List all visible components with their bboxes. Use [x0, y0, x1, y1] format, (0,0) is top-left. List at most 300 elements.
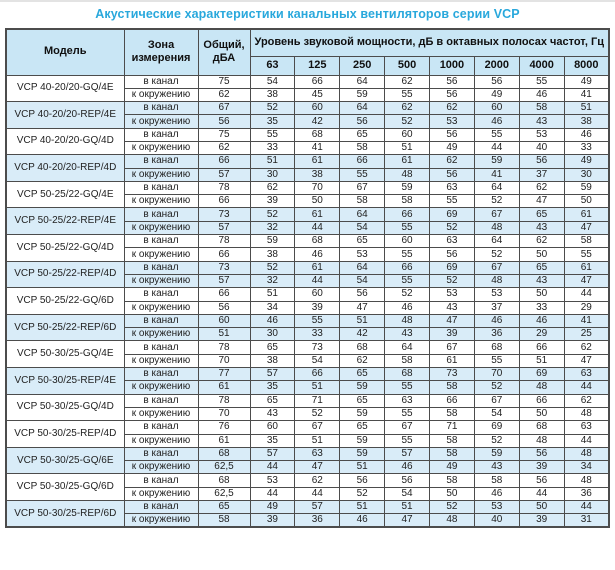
spl-value-63hz: 38 [250, 88, 295, 101]
spl-value-4000hz: 37 [519, 168, 564, 181]
spl-value-250hz: 56 [340, 115, 385, 128]
spl-value-500hz: 55 [385, 434, 430, 447]
spl-value-125hz: 51 [295, 381, 340, 394]
spl-value-8000hz: 44 [564, 501, 609, 514]
zone-label: в канал [124, 128, 198, 141]
page-title: Акустические характеристики канальных вентиляторов серии VCP [95, 7, 520, 21]
total-dba-value: 66 [198, 248, 250, 261]
total-dba-value: 68 [198, 447, 250, 460]
model-name: VCP 50-30/25-GQ/6E [6, 447, 124, 474]
spl-value-63hz: 51 [250, 288, 295, 301]
spl-value-1000hz: 69 [430, 261, 475, 274]
table-row [6, 75, 609, 88]
spl-value-63hz: 62 [250, 181, 295, 194]
spl-value-500hz: 48 [385, 314, 430, 327]
col-header-spl-group: Уровень звуковой мощности, дБ в октавных полосах частот, Гц [250, 29, 609, 56]
total-dba-value: 56 [198, 115, 250, 128]
spl-value-4000hz: 66 [519, 341, 564, 354]
spl-value-8000hz: 44 [564, 288, 609, 301]
spl-value-63hz: 53 [250, 474, 295, 487]
spl-value-8000hz: 47 [564, 221, 609, 234]
table-row [6, 261, 609, 274]
model-name: VCP 40-20/20-REP/4D [6, 155, 124, 182]
table-row [6, 128, 609, 141]
spl-value-4000hz: 48 [519, 381, 564, 394]
spl-value-1000hz: 52 [430, 501, 475, 514]
spl-value-125hz: 41 [295, 141, 340, 154]
spl-value-4000hz: 40 [519, 141, 564, 154]
spl-value-4000hz: 51 [519, 354, 564, 367]
spl-value-2000hz: 46 [474, 115, 519, 128]
spl-value-125hz: 44 [295, 274, 340, 287]
spl-value-500hz: 56 [385, 474, 430, 487]
spl-value-8000hz: 48 [564, 447, 609, 460]
total-dba-value: 61 [198, 381, 250, 394]
spl-value-500hz: 52 [385, 288, 430, 301]
spl-value-125hz: 38 [295, 168, 340, 181]
spl-value-2000hz: 58 [474, 474, 519, 487]
model-name: VCP 50-30/25-GQ/4E [6, 341, 124, 368]
spl-value-250hz: 58 [340, 141, 385, 154]
spl-value-4000hz: 53 [519, 128, 564, 141]
spl-value-8000hz: 38 [564, 115, 609, 128]
spl-value-2000hz: 67 [474, 394, 519, 407]
total-dba-value: 78 [198, 235, 250, 248]
spl-value-1000hz: 58 [430, 434, 475, 447]
spl-value-1000hz: 47 [430, 314, 475, 327]
spl-value-250hz: 51 [340, 314, 385, 327]
spl-value-500hz: 66 [385, 208, 430, 221]
spl-value-2000hz: 36 [474, 328, 519, 341]
table-row [6, 288, 609, 301]
spl-value-2000hz: 53 [474, 501, 519, 514]
spl-value-63hz: 57 [250, 447, 295, 460]
spl-value-125hz: 55 [295, 314, 340, 327]
zone-label: в канал [124, 102, 198, 115]
spl-value-2000hz: 46 [474, 314, 519, 327]
spl-value-250hz: 65 [340, 235, 385, 248]
spl-value-250hz: 47 [340, 301, 385, 314]
zone-label: к окружению [124, 514, 198, 527]
spl-value-500hz: 55 [385, 381, 430, 394]
spl-value-2000hz: 49 [474, 88, 519, 101]
spl-value-500hz: 55 [385, 248, 430, 261]
total-dba-value: 62 [198, 88, 250, 101]
spl-value-125hz: 70 [295, 181, 340, 194]
total-dba-value: 66 [198, 155, 250, 168]
spl-value-500hz: 52 [385, 115, 430, 128]
spl-value-2000hz: 64 [474, 181, 519, 194]
spl-value-125hz: 60 [295, 102, 340, 115]
spl-value-4000hz: 69 [519, 368, 564, 381]
total-dba-value: 66 [198, 288, 250, 301]
zone-label: к окружению [124, 248, 198, 261]
zone-label: к окружению [124, 274, 198, 287]
spl-value-1000hz: 56 [430, 75, 475, 88]
spl-value-125hz: 61 [295, 155, 340, 168]
zone-label: в канал [124, 394, 198, 407]
spl-value-1000hz: 48 [430, 514, 475, 527]
spl-value-125hz: 62 [295, 474, 340, 487]
spl-value-500hz: 46 [385, 461, 430, 474]
spl-value-63hz: 57 [250, 368, 295, 381]
table-row [6, 368, 609, 381]
spl-value-250hz: 67 [340, 181, 385, 194]
zone-label: к окружению [124, 407, 198, 420]
table-body [6, 75, 609, 527]
spl-value-125hz: 44 [295, 221, 340, 234]
spl-value-8000hz: 47 [564, 274, 609, 287]
spl-value-125hz: 68 [295, 128, 340, 141]
model-name: VCP 50-25/22-GQ/6D [6, 288, 124, 315]
col-header-zone: Зона измерения [124, 29, 198, 75]
total-dba-value: 56 [198, 301, 250, 314]
spl-value-63hz: 32 [250, 274, 295, 287]
zone-label: в канал [124, 341, 198, 354]
table-row [6, 501, 609, 514]
spl-value-4000hz: 29 [519, 328, 564, 341]
spl-value-1000hz: 43 [430, 301, 475, 314]
spl-value-4000hz: 46 [519, 314, 564, 327]
spl-value-4000hz: 56 [519, 447, 564, 460]
total-dba-value: 77 [198, 368, 250, 381]
total-dba-value: 73 [198, 261, 250, 274]
spl-value-250hz: 59 [340, 407, 385, 420]
spl-value-63hz: 52 [250, 102, 295, 115]
total-dba-value: 73 [198, 208, 250, 221]
spl-value-500hz: 51 [385, 501, 430, 514]
spl-value-8000hz: 34 [564, 461, 609, 474]
freq-header-125: 125 [295, 56, 340, 75]
spl-value-1000hz: 73 [430, 368, 475, 381]
zone-label: к окружению [124, 301, 198, 314]
spl-value-250hz: 64 [340, 75, 385, 88]
spl-value-8000hz: 31 [564, 514, 609, 527]
freq-header-4000: 4000 [519, 56, 564, 75]
spl-value-500hz: 51 [385, 141, 430, 154]
spl-value-1000hz: 66 [430, 394, 475, 407]
spl-value-2000hz: 59 [474, 155, 519, 168]
freq-header-250: 250 [340, 56, 385, 75]
spl-value-8000hz: 36 [564, 487, 609, 500]
spl-value-1000hz: 62 [430, 155, 475, 168]
spl-value-125hz: 45 [295, 88, 340, 101]
total-dba-value: 57 [198, 274, 250, 287]
table-row [6, 155, 609, 168]
spl-value-4000hz: 56 [519, 474, 564, 487]
spl-value-8000hz: 33 [564, 141, 609, 154]
spl-value-4000hz: 62 [519, 181, 564, 194]
spl-value-125hz: 61 [295, 261, 340, 274]
spl-value-8000hz: 61 [564, 208, 609, 221]
spl-value-250hz: 54 [340, 274, 385, 287]
model-name: VCP 50-30/25-GQ/4D [6, 394, 124, 421]
total-dba-value: 75 [198, 75, 250, 88]
spl-value-250hz: 59 [340, 381, 385, 394]
spl-value-63hz: 39 [250, 195, 295, 208]
spl-value-63hz: 52 [250, 208, 295, 221]
col-header-model: Модель [6, 29, 124, 75]
total-dba-value: 78 [198, 181, 250, 194]
spl-value-8000hz: 63 [564, 368, 609, 381]
spl-value-125hz: 44 [295, 487, 340, 500]
total-dba-value: 58 [198, 514, 250, 527]
spl-value-2000hz: 44 [474, 141, 519, 154]
total-dba-value: 68 [198, 474, 250, 487]
zone-label: к окружению [124, 328, 198, 341]
spl-value-1000hz: 67 [430, 341, 475, 354]
spl-value-8000hz: 49 [564, 75, 609, 88]
model-name: VCP 50-25/22-GQ/4E [6, 181, 124, 208]
zone-label: в канал [124, 368, 198, 381]
spl-value-4000hz: 50 [519, 248, 564, 261]
spl-value-8000hz: 51 [564, 102, 609, 115]
spl-value-1000hz: 50 [430, 487, 475, 500]
zone-label: к окружению [124, 88, 198, 101]
spl-value-63hz: 65 [250, 341, 295, 354]
spl-value-2000hz: 55 [474, 128, 519, 141]
model-name: VCP 50-30/25-REP/6D [6, 501, 124, 528]
spl-value-63hz: 55 [250, 128, 295, 141]
spl-value-1000hz: 58 [430, 474, 475, 487]
spl-value-500hz: 48 [385, 168, 430, 181]
acoustic-characteristics-table [5, 28, 610, 528]
spl-value-500hz: 60 [385, 128, 430, 141]
spl-value-2000hz: 52 [474, 434, 519, 447]
zone-label: к окружению [124, 168, 198, 181]
spl-value-63hz: 33 [250, 141, 295, 154]
table-row [6, 341, 609, 354]
spl-value-1000hz: 52 [430, 274, 475, 287]
freq-header-63: 63 [250, 56, 295, 75]
total-dba-value: 60 [198, 314, 250, 327]
spl-value-63hz: 34 [250, 301, 295, 314]
zone-label: в канал [124, 75, 198, 88]
spl-value-125hz: 68 [295, 235, 340, 248]
total-dba-value: 70 [198, 354, 250, 367]
spl-value-1000hz: 56 [430, 88, 475, 101]
spl-value-500hz: 66 [385, 261, 430, 274]
zone-label: в канал [124, 314, 198, 327]
spl-value-250hz: 64 [340, 261, 385, 274]
table-row [6, 208, 609, 221]
spl-value-125hz: 33 [295, 328, 340, 341]
spl-value-250hz: 58 [340, 195, 385, 208]
spl-value-63hz: 35 [250, 434, 295, 447]
zone-label: в канал [124, 155, 198, 168]
spl-value-2000hz: 67 [474, 208, 519, 221]
spl-value-250hz: 56 [340, 288, 385, 301]
spl-value-4000hz: 55 [519, 75, 564, 88]
spl-value-63hz: 30 [250, 168, 295, 181]
spl-value-1000hz: 58 [430, 447, 475, 460]
spl-value-63hz: 39 [250, 514, 295, 527]
spl-value-2000hz: 55 [474, 354, 519, 367]
spl-value-500hz: 62 [385, 75, 430, 88]
spl-value-250hz: 53 [340, 248, 385, 261]
model-name: VCP 50-30/25-REP/4D [6, 421, 124, 448]
spl-value-2000hz: 52 [474, 248, 519, 261]
zone-label: в канал [124, 288, 198, 301]
total-dba-value: 67 [198, 102, 250, 115]
total-dba-value: 76 [198, 421, 250, 434]
spl-value-2000hz: 52 [474, 381, 519, 394]
spl-value-500hz: 46 [385, 301, 430, 314]
zone-label: в канал [124, 261, 198, 274]
total-dba-value: 62 [198, 141, 250, 154]
spl-value-4000hz: 62 [519, 235, 564, 248]
spl-value-4000hz: 46 [519, 88, 564, 101]
spl-value-4000hz: 39 [519, 514, 564, 527]
model-name: VCP 40-20/20-GQ/4E [6, 75, 124, 102]
spl-value-1000hz: 69 [430, 208, 475, 221]
spl-value-63hz: 35 [250, 115, 295, 128]
freq-header-1000: 1000 [430, 56, 475, 75]
spl-value-63hz: 30 [250, 328, 295, 341]
table-row [6, 421, 609, 434]
spl-value-125hz: 60 [295, 288, 340, 301]
spl-value-500hz: 54 [385, 487, 430, 500]
freq-header-2000: 2000 [474, 56, 519, 75]
spl-value-8000hz: 58 [564, 235, 609, 248]
zone-label: в канал [124, 474, 198, 487]
spl-value-8000hz: 29 [564, 301, 609, 314]
spl-value-63hz: 52 [250, 261, 295, 274]
spl-value-8000hz: 44 [564, 434, 609, 447]
spl-value-250hz: 65 [340, 128, 385, 141]
spl-value-8000hz: 59 [564, 181, 609, 194]
spl-value-63hz: 35 [250, 381, 295, 394]
table-row [6, 235, 609, 248]
model-name: VCP 50-25/22-REP/6D [6, 314, 124, 341]
spl-value-250hz: 62 [340, 354, 385, 367]
spl-value-4000hz: 68 [519, 421, 564, 434]
spl-value-2000hz: 56 [474, 75, 519, 88]
spl-value-1000hz: 39 [430, 328, 475, 341]
spl-value-500hz: 47 [385, 514, 430, 527]
spl-value-8000hz: 47 [564, 354, 609, 367]
model-name: VCP 50-30/25-GQ/6D [6, 474, 124, 501]
model-name: VCP 50-25/22-REP/4D [6, 261, 124, 288]
spl-value-2000hz: 70 [474, 368, 519, 381]
spl-value-250hz: 65 [340, 421, 385, 434]
zone-label: к окружению [124, 354, 198, 367]
spl-value-125hz: 36 [295, 514, 340, 527]
spl-value-8000hz: 48 [564, 407, 609, 420]
zone-label: в канал [124, 447, 198, 460]
model-name: VCP 50-25/22-REP/4E [6, 208, 124, 235]
spl-value-250hz: 65 [340, 394, 385, 407]
spl-value-63hz: 43 [250, 407, 295, 420]
spl-value-250hz: 42 [340, 328, 385, 341]
spl-value-500hz: 63 [385, 394, 430, 407]
total-dba-value: 70 [198, 407, 250, 420]
spl-value-8000hz: 49 [564, 155, 609, 168]
spl-value-1000hz: 63 [430, 181, 475, 194]
spl-value-2000hz: 48 [474, 221, 519, 234]
spl-value-4000hz: 56 [519, 155, 564, 168]
spl-value-125hz: 50 [295, 195, 340, 208]
spl-value-1000hz: 53 [430, 115, 475, 128]
spl-value-2000hz: 54 [474, 407, 519, 420]
spl-value-125hz: 39 [295, 301, 340, 314]
spl-value-125hz: 51 [295, 434, 340, 447]
spl-value-500hz: 58 [385, 195, 430, 208]
zone-label: к окружению [124, 487, 198, 500]
spl-value-63hz: 65 [250, 394, 295, 407]
spl-value-4000hz: 50 [519, 501, 564, 514]
spl-value-8000hz: 46 [564, 128, 609, 141]
model-name: VCP 40-20/20-GQ/4D [6, 128, 124, 155]
spl-value-2000hz: 37 [474, 301, 519, 314]
spl-value-500hz: 68 [385, 368, 430, 381]
spl-value-8000hz: 63 [564, 421, 609, 434]
spl-value-125hz: 66 [295, 75, 340, 88]
spl-value-4000hz: 43 [519, 274, 564, 287]
spl-value-4000hz: 66 [519, 394, 564, 407]
spl-value-4000hz: 65 [519, 261, 564, 274]
zone-label: к окружению [124, 381, 198, 394]
spl-value-8000hz: 25 [564, 328, 609, 341]
spl-value-1000hz: 58 [430, 407, 475, 420]
spl-value-63hz: 49 [250, 501, 295, 514]
spl-value-2000hz: 41 [474, 168, 519, 181]
zone-label: в канал [124, 208, 198, 221]
spl-value-500hz: 67 [385, 421, 430, 434]
spl-value-8000hz: 30 [564, 168, 609, 181]
total-dba-value: 66 [198, 195, 250, 208]
spl-value-4000hz: 43 [519, 115, 564, 128]
spl-value-250hz: 56 [340, 474, 385, 487]
spl-value-4000hz: 50 [519, 407, 564, 420]
total-dba-value: 62,5 [198, 487, 250, 500]
spl-value-250hz: 54 [340, 221, 385, 234]
spl-value-4000hz: 39 [519, 461, 564, 474]
spl-value-2000hz: 67 [474, 261, 519, 274]
total-dba-value: 57 [198, 221, 250, 234]
spl-value-250hz: 59 [340, 88, 385, 101]
zone-label: к окружению [124, 195, 198, 208]
spl-value-8000hz: 61 [564, 261, 609, 274]
total-dba-value: 78 [198, 341, 250, 354]
spl-value-125hz: 73 [295, 341, 340, 354]
spl-value-250hz: 68 [340, 341, 385, 354]
spl-value-250hz: 59 [340, 434, 385, 447]
spl-value-2000hz: 43 [474, 461, 519, 474]
zone-label: к окружению [124, 221, 198, 234]
spl-value-8000hz: 62 [564, 394, 609, 407]
spl-value-250hz: 55 [340, 168, 385, 181]
total-dba-value: 51 [198, 328, 250, 341]
spl-value-8000hz: 41 [564, 88, 609, 101]
total-dba-value: 65 [198, 501, 250, 514]
zone-label: в канал [124, 235, 198, 248]
spl-value-125hz: 66 [295, 368, 340, 381]
spl-value-4000hz: 47 [519, 195, 564, 208]
spl-value-250hz: 51 [340, 461, 385, 474]
table-row [6, 474, 609, 487]
table-row [6, 181, 609, 194]
spl-value-2000hz: 69 [474, 421, 519, 434]
spl-value-2000hz: 60 [474, 102, 519, 115]
zone-label: в канал [124, 181, 198, 194]
table-row [6, 394, 609, 407]
spl-value-2000hz: 53 [474, 288, 519, 301]
spl-value-4000hz: 33 [519, 301, 564, 314]
spl-value-2000hz: 48 [474, 274, 519, 287]
spl-value-1000hz: 49 [430, 461, 475, 474]
spl-value-63hz: 51 [250, 155, 295, 168]
